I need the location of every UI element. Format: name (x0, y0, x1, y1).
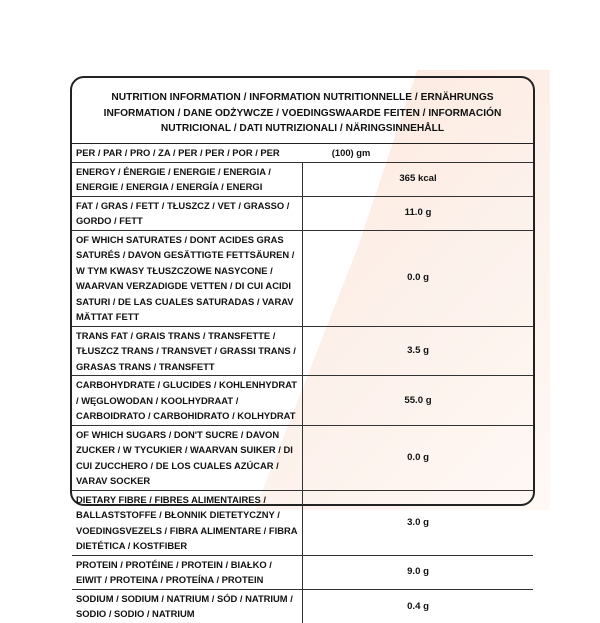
table-row (72, 230, 533, 326)
per-amount: (100) gm (331, 147, 371, 158)
nutrient-value: 0.0 g (303, 230, 534, 326)
nutrient-label: DIETARY FIBRE / FIBRES ALIMENTAIRES / BALLASTSTOFFE / BŁONNIK DIETETYCZNY / VOEDINGSVEZELS / FIBRA ALIMENTARE / FIBRA DIETÉTICA / KOSTFIBER (72, 490, 303, 555)
table-row (72, 425, 533, 490)
nutrient-label: PROTEIN / PROTÉINE / PROTEIN / BIAŁKO / EIWIT / PROTEINA / PROTEÍNA / PROTEIN (72, 555, 303, 589)
table-row (72, 490, 533, 555)
nutrient-label: FAT / GRAS / FETT / TŁUSZCZ / VET / GRASSO / GORDO / FETT (72, 196, 303, 230)
per-cell (72, 144, 533, 162)
nutrient-value: 365 kcal (303, 162, 534, 196)
nutrient-label: OF WHICH SUGARS / DON'T SUCRE / DAVON ZUCKER / W TYCUKIER / WAARVAN SUIKER / DI CUI ZUCCHERO / DE LOS CUALES AZÚCAR / VARAV SOCKER (72, 425, 303, 490)
table-row (72, 196, 533, 230)
nutrient-value: 55.0 g (303, 376, 534, 426)
nutrient-label: CARBOHYDRATE / GLUCIDES / KOHLENHYDRAT / WĘGLOWODAN / KOOLHYDRAAT / CARBOIDRATO / CARBOHIDRATO / KOLHYDRAT (72, 376, 303, 426)
nutrient-value: 11.0 g (303, 196, 534, 230)
nutrient-label: SODIUM / SODIUM / NATRIUM / SÓD / NATRIUM / SODIO / SODIO / NATRIUM (76, 592, 293, 620)
table-row (72, 555, 533, 589)
nutrient-value: 3.5 g (303, 326, 534, 376)
nutrient-label: OF WHICH SATURATES / DONT ACIDES GRAS SATURÉS / DAVON GESÄTTIGTE FETTSÄUREN / W TYM KWASY TŁUSZCZOWE NASYCONE / WAARVAN VERZADIGDE VETTEN / DI CUI ACIDI SATURI / DE LAS CUALES SATURADAS / VARAV MÄTTAT FETT (72, 230, 303, 326)
nutrient-label: TRANS FAT / GRAIS TRANS / TRANSFETTE / TŁUSZCZ TRANS / TRANSVET / GRASSI TRANS / GRASAS TRANS / TRANSFETT (72, 326, 303, 376)
table-row (72, 376, 533, 426)
table-row (72, 162, 533, 196)
nutrient-value: 0.4 g (303, 589, 534, 623)
per-row (72, 144, 533, 162)
nutrient-value: 9.0 g (303, 555, 534, 589)
per-label: PER / PAR / PRO / ZA / PER / PER / POR / PER (76, 147, 280, 158)
table-row (72, 326, 533, 376)
panel-title: NUTRITION INFORMATION / INFORMATION NUTRITIONNELLE / ERNÄHRUNGS INFORMATION / DANE ODŻYWCZE / VOEDINGSWAARDE FEITEN / INFORMACIÓN NUTRICIONAL / DATI NUTRIZIONALI / NÄRINGSINNEHÅLL (72, 78, 533, 144)
nutrient-value: 3.0 g (303, 490, 534, 555)
nutrition-table (72, 144, 533, 623)
nutrient-label: ENERGY / ÉNERGIE / ENERGIE / ENERGIA / ENERGIE / ENERGIA / ENERGÍA / ENERGI (72, 162, 303, 196)
nutrient-value: 0.0 g (303, 425, 534, 490)
table-row (72, 589, 533, 623)
nutrition-panel (70, 76, 535, 620)
